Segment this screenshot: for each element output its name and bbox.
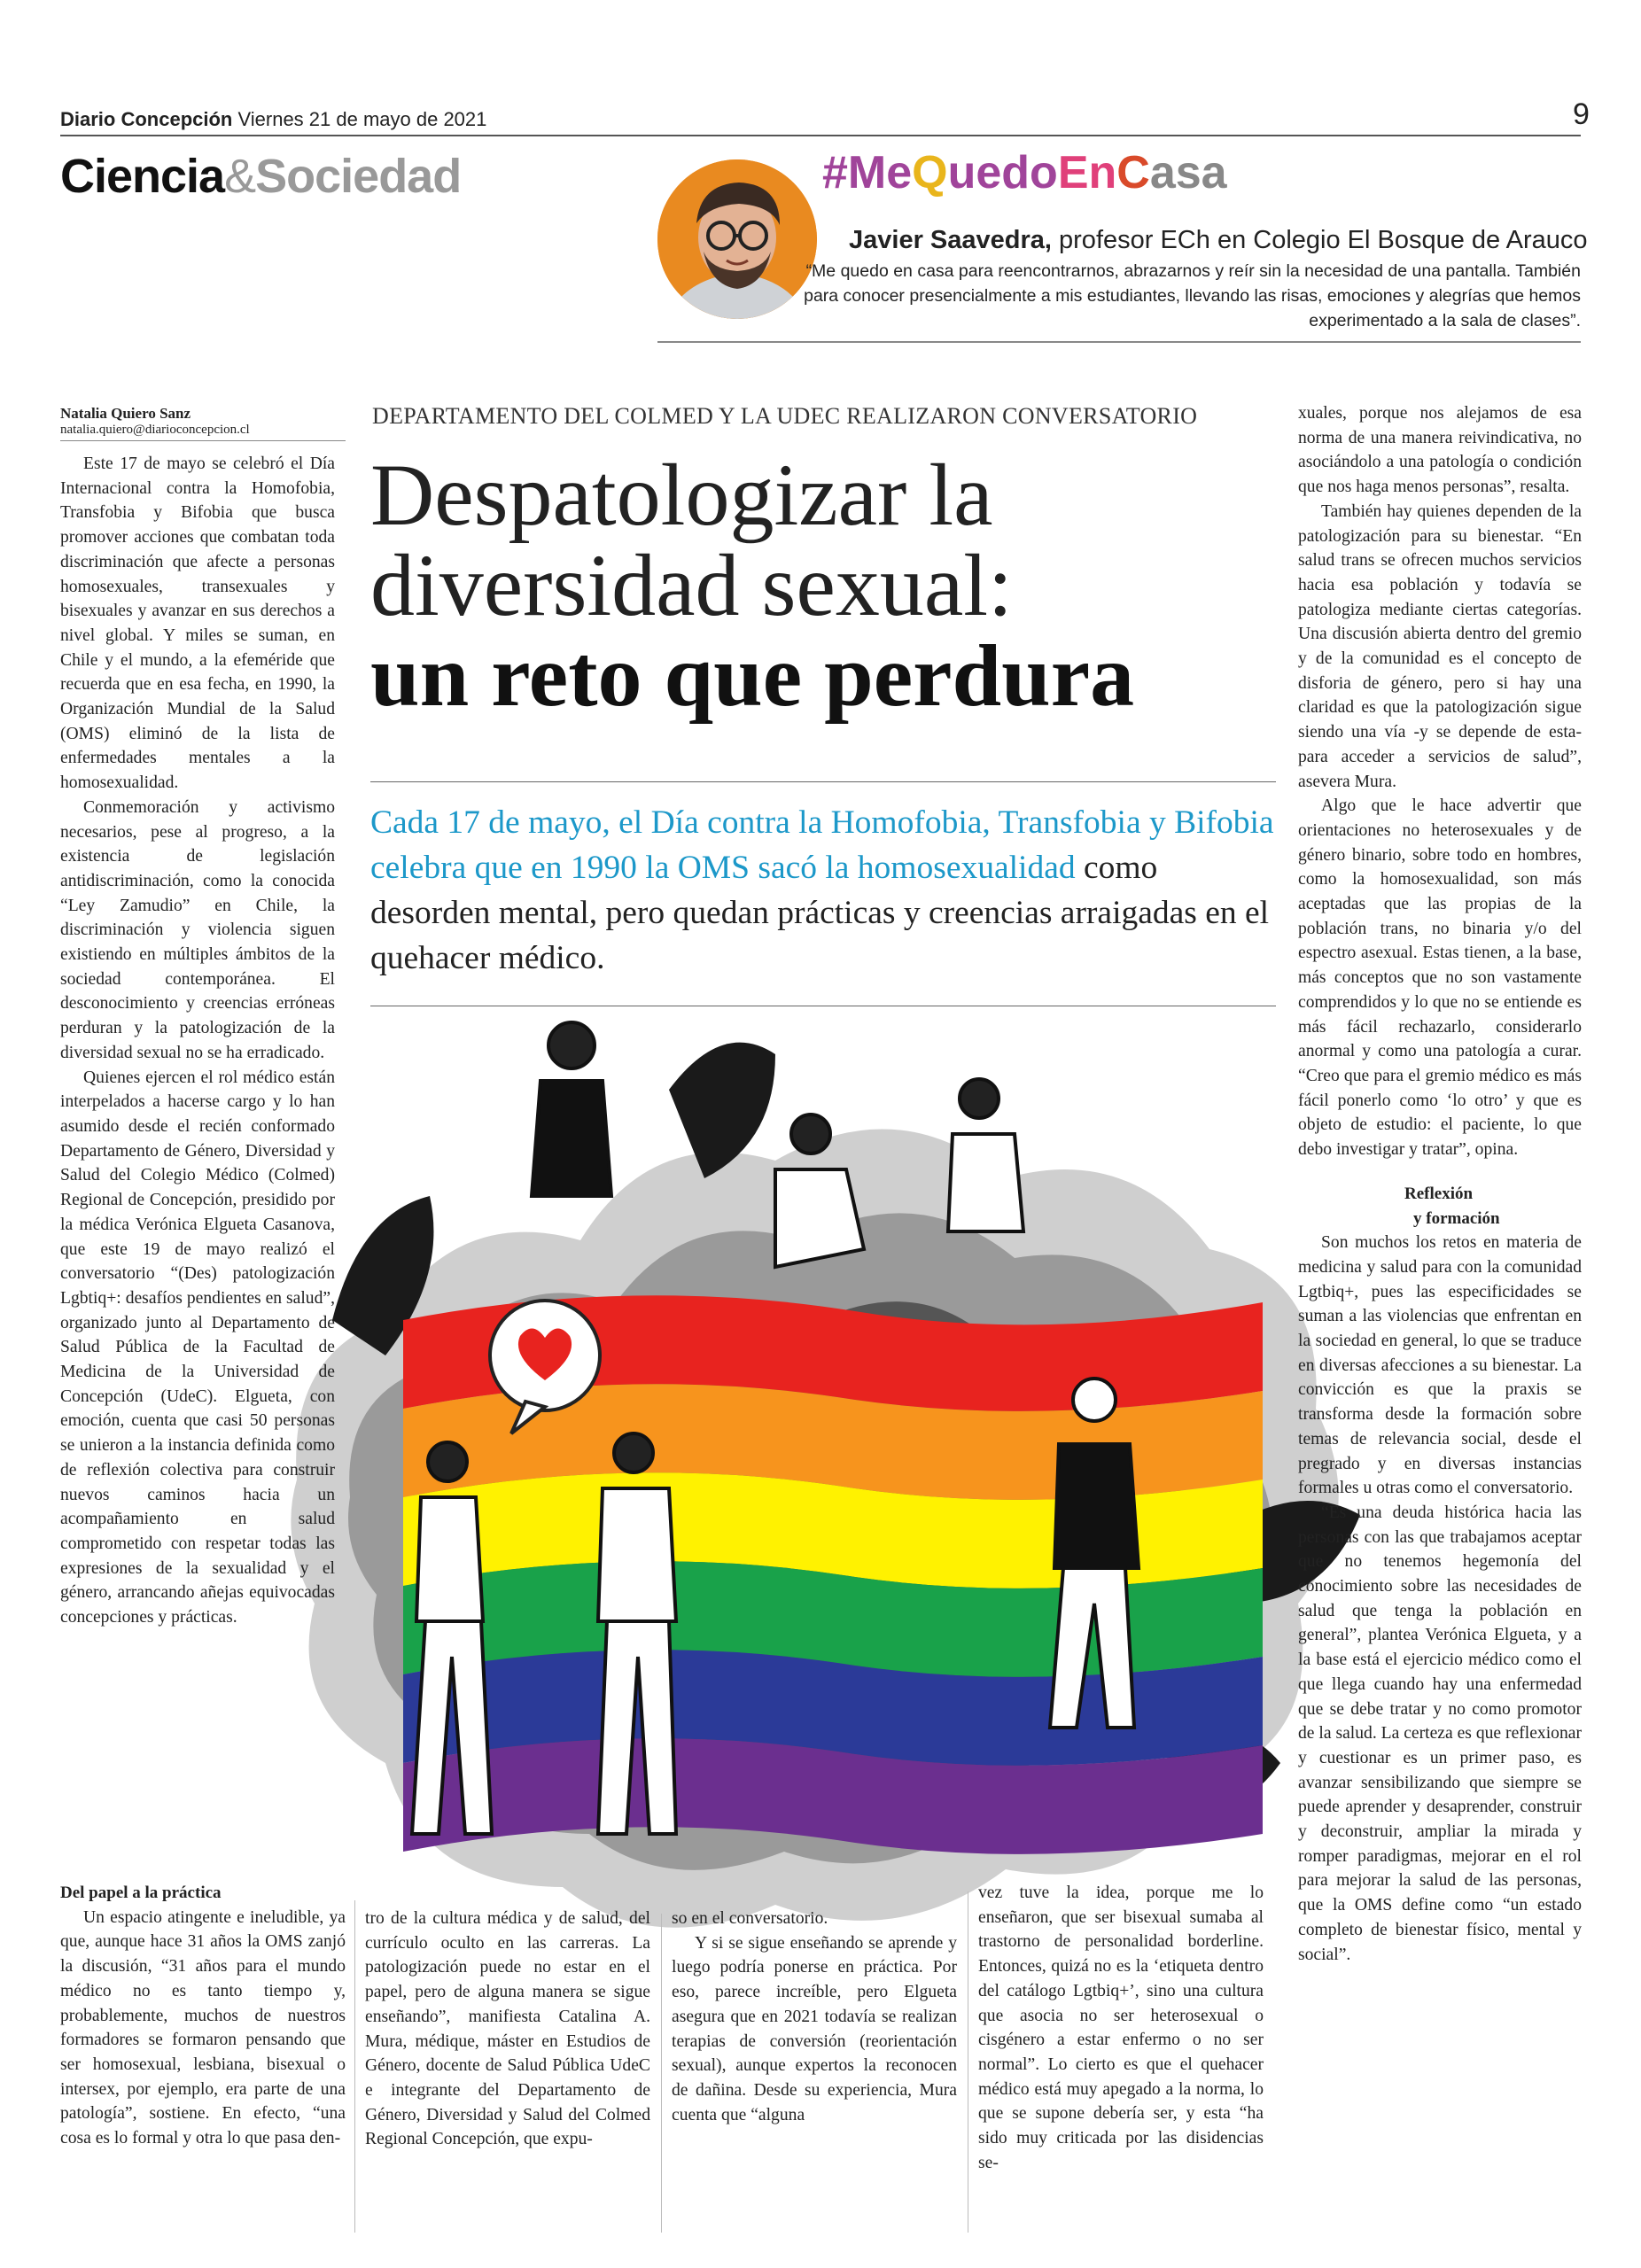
section-title: [60, 149, 461, 204]
paragraph: so en el conversatorio.: [672, 1909, 828, 1928]
byline-author: Natalia Quiero Sanz: [60, 405, 191, 422]
article-column-1-bottom: [60, 1881, 346, 2151]
subhead: y formación: [1413, 1208, 1500, 1228]
quote-author-role: profesor ECh en Colegio El Bosque de Arauco: [1051, 226, 1588, 254]
hashtag-part: Q: [912, 147, 948, 198]
paragraph: Y si se sigue enseñando se aprende y luego podría ponerse en práctica. Por eso, parece increíble, pero Elgueta asegura que en 2021 todavía se realizan terapias de conversión (reorientación sexual), aunque expertos la reconocen de dañina. Desde su experiencia, Mura cuenta que “alguna: [672, 1933, 957, 2124]
quote-text: “Me quedo en casa para reencontrarnos, abrazarnos y reír sin la necesidad de una pantalla. También para conocer presencialmente a mis estudiantes, llevando las risas, emociones y alegrías que hemos experimentado a la sala de clases”.: [804, 261, 1581, 330]
hashtag-part: uedo: [947, 147, 1058, 198]
hashtag-part: asa: [1149, 147, 1227, 198]
article-column-1: [60, 452, 335, 1630]
paragraph: tro de la cultura médica y de salud, del currículo oculto en las carreras. La patologización puede no estar en el papel, pero de alguna manera se sigue enseñando”, manifiesta Catalina A. Mura, médique, máster en Estudios de Género, docente de Salud Pública UdeC e integrante del Departamento de Género, Diversidad y Salud del Colmed Regional Concepción, que expu-: [365, 1909, 650, 2149]
section-part-ciencia: Ciencia: [60, 150, 225, 203]
hashtag-part: C: [1116, 147, 1150, 198]
header-rule: [60, 135, 1581, 136]
article-column-4: [978, 1881, 1264, 2175]
section-part-sociedad: Sociedad: [255, 150, 462, 203]
paragraph: También hay quienes dependen de la patologización para su bienestar. “En salud trans se ofrecen muchos servicios hacia esa población y todavía se patologiza mediante ciertas categorías. Una discusión abierta dentro del gremio y de la comunidad es el concepto de disforia de género, pero si hay una claridad es que la patologización sigue siendo una vía -y se depende de esta- para acceder a servicios de salud”, asevera Mura.: [1298, 501, 1582, 791]
paper-name: Diario Concepción: [60, 108, 233, 130]
byline-email: natalia.quiero@diarioconcepcion.cl: [60, 423, 250, 437]
paragraph: Conmemoración y activismo necesarios, pese al progreso, a la existencia de legislación antidiscriminación, como la conocida “Ley Zamudio” en Chile, la discriminación y violencia siguen existiendo en múltiples ámbitos de la sociedad contemporánea. El desconocimiento y creencias erróneas perduran y la patologización de la diversidad sexual no se ha erradicado.: [60, 797, 335, 1062]
hashtag-part: #Me: [822, 147, 913, 198]
paragraph: Quienes ejercen el rol médico están interpelados a hacerse cargo y lo han asumido desde el recién conformado Departamento de Género, Diversidad y Salud del Colegio Médico (Colmed) Regional de Concepción, presidido por la médica Verónica Elgueta Casanova, que este 19 de mayo realizó el conversatorio “(Des) patologización Lgbtiq+: desafíos pendientes en salud”, organizado junto al Departamento de Salud Pública de la Facultad de Medicina de la Universidad de Concepción (UdeC). Elgueta, con emoción, cuenta que casi 50 personas se unieron a la instancia definida como de reflexión colectiva para construir nuevos caminos hacia un acompañamiento en salud comprometido con respetar todas las expresiones de la sexualidad y el género, arrancando añejas equivocadas concepciones y prácticas.: [60, 1068, 335, 1627]
headline-line: Despatologizar la: [370, 446, 993, 544]
article-column-2: [365, 1907, 650, 2152]
article-kicker: DEPARTAMENTO DEL COLMED Y LA UDEC REALIZARON CONVERSATORIO: [372, 403, 1198, 429]
column-separator: [661, 1914, 662, 2233]
quote-author: [849, 226, 1588, 255]
subhead: Del papel a la práctica: [60, 1884, 222, 1902]
paragraph: Son muchos los retos en materia de medicina y salud para con la comunidad Lgtbiq+, pues las especificidades se suman a las violencias que enfrentan en la sociedad en general, lo que se traduce en diversas afecciones a su bienestar. La convicción es que la praxis se transforma desde la formación sobre temas de relevancia social, desde el pregrado y en diversas instancias formales u otras como el conversatorio.: [1298, 1233, 1582, 1498]
column-separator: [354, 1900, 355, 2233]
quote-author-photo: [657, 159, 817, 319]
headline-line: diversidad sexual:: [370, 536, 1013, 634]
article-column-3: [672, 1907, 957, 2127]
paragraph: “Es una deuda histórica hacia las personas con las que trabajamos aceptar que no tenemos hegemonía del conocimiento sobre las necesidades de salud que tenga la población en general”, plantea Verónica Elgueta, y a la base está el ejercicio médico como el que llega cuando hay una enfermedad que se debe tratar y no como promotor de la salud. La certeza es que reflexionar y cuestionar es un primer paso, es avanzar sensibilizando que siempre se puede aprender y desaprender, construir y deconstruir, ampliar la mirada y romper paradigmas, mejorar en el rol para mejorar la salud de las personas, que la OMS define como “un estado completo de bienestar físico, mental y social”.: [1298, 1503, 1582, 1964]
headline-light: [370, 446, 1013, 634]
article-deck: [370, 800, 1276, 981]
paragraph: xuales, porque nos alejamos de esa norma de una manera reivindicativa, no asociándolo a una patología o condición que nos haga menos personas”, resalta.: [1298, 404, 1582, 497]
article-column-5: [1298, 401, 1582, 1967]
paragraph: Este 17 de mayo se celebró el Día Internacional contra la Homofobia, Transfobia y Bifobia que busca promover acciones que combatan toda discriminación que afecte a personas homosexuales, transexuales y bisexuales y avanzar en sus derechos a nivel global. Y miles se suman, en Chile y el mundo, a la efeméride que recuerda que en esa fecha, en 1990, la Organización Mundial de la Salud (OMS) eliminó de la lista de enfermedades mentales a la homosexualidad.: [60, 454, 335, 793]
hashtag-part: E: [1057, 147, 1089, 198]
paragraph: Algo que le hace advertir que orientaciones no heterosexuales y de género binario, sobre todo en hombres, como la homosexualidad, son más aceptadas que las propias de la población trans, no binaria y/o del espectro asexual. Estas tienen, a la base, más conceptos que no son vastamente comprendidos y lo que no se entiende es más fácil rechazarlo, considerarlo anormal y como una patología a curar. “Creo que para el gremio médico es más fácil ponerlo como ‘lo otro’ y que es objeto de estudio: el paciente, lo que debo investigar y tratar”, opina.: [1298, 796, 1582, 1160]
headline-bold: un reto que perdura: [370, 626, 1135, 725]
hashtag-title: [822, 146, 1227, 199]
deck-highlight: Cada 17 de mayo, el Día contra la Homofobia, Transfobia y Bifobia celebra que en 1990 la OMS sacó la homosexualidad: [370, 804, 1274, 886]
paragraph: Un espacio atingente e ineludible, ya que, aunque hace 31 años la OMS zanjó la discusión, “31 años para el mundo médico no es tanto tiempo y, probablemente, muchos de nuestros formadores se formaron pensando que ser homosexual, lesbiana, bisexual o intersex, por ejemplo, era parte de una patología”, sostiene. En efecto, “una cosa es lo formal y otra lo que pasa den-: [60, 1907, 346, 2148]
issue-date: Viernes 21 de mayo de 2021: [237, 108, 487, 130]
paragraph: vez tuve la idea, porque me lo enseñaron, que ser bisexual sumaba al trastorno de personalidad borderline. Entonces, quizá no es la ‘etiqueta dentro del catálogo Lgtbiq+’, sino una cultura que asocia no ser heterosexual o cisgénero a estar enfermo o no ser normal”. Lo cierto es que el quehacer médico está muy apegado a la norma, lo que se supone debería ser, y esta “ha sido muy criticada por las disidencias se-: [978, 1884, 1264, 2172]
quote-author-name: Javier Saavedra,: [849, 226, 1052, 254]
byline-rule: [60, 440, 346, 441]
masthead: [60, 108, 486, 131]
quote-rule: [657, 341, 1581, 343]
hashtag-part: n: [1088, 147, 1117, 198]
deck-rule-top: [370, 781, 1276, 782]
subhead: Reflexión: [1404, 1184, 1474, 1203]
section-ampersand: &: [224, 150, 256, 203]
deck-rest: como desorden mental, pero quedan prácticas y creencias arraigadas en el quehacer médico.: [370, 850, 1270, 976]
page-number: 9: [1573, 97, 1590, 131]
pride-flag-illustration: [279, 983, 1378, 1984]
